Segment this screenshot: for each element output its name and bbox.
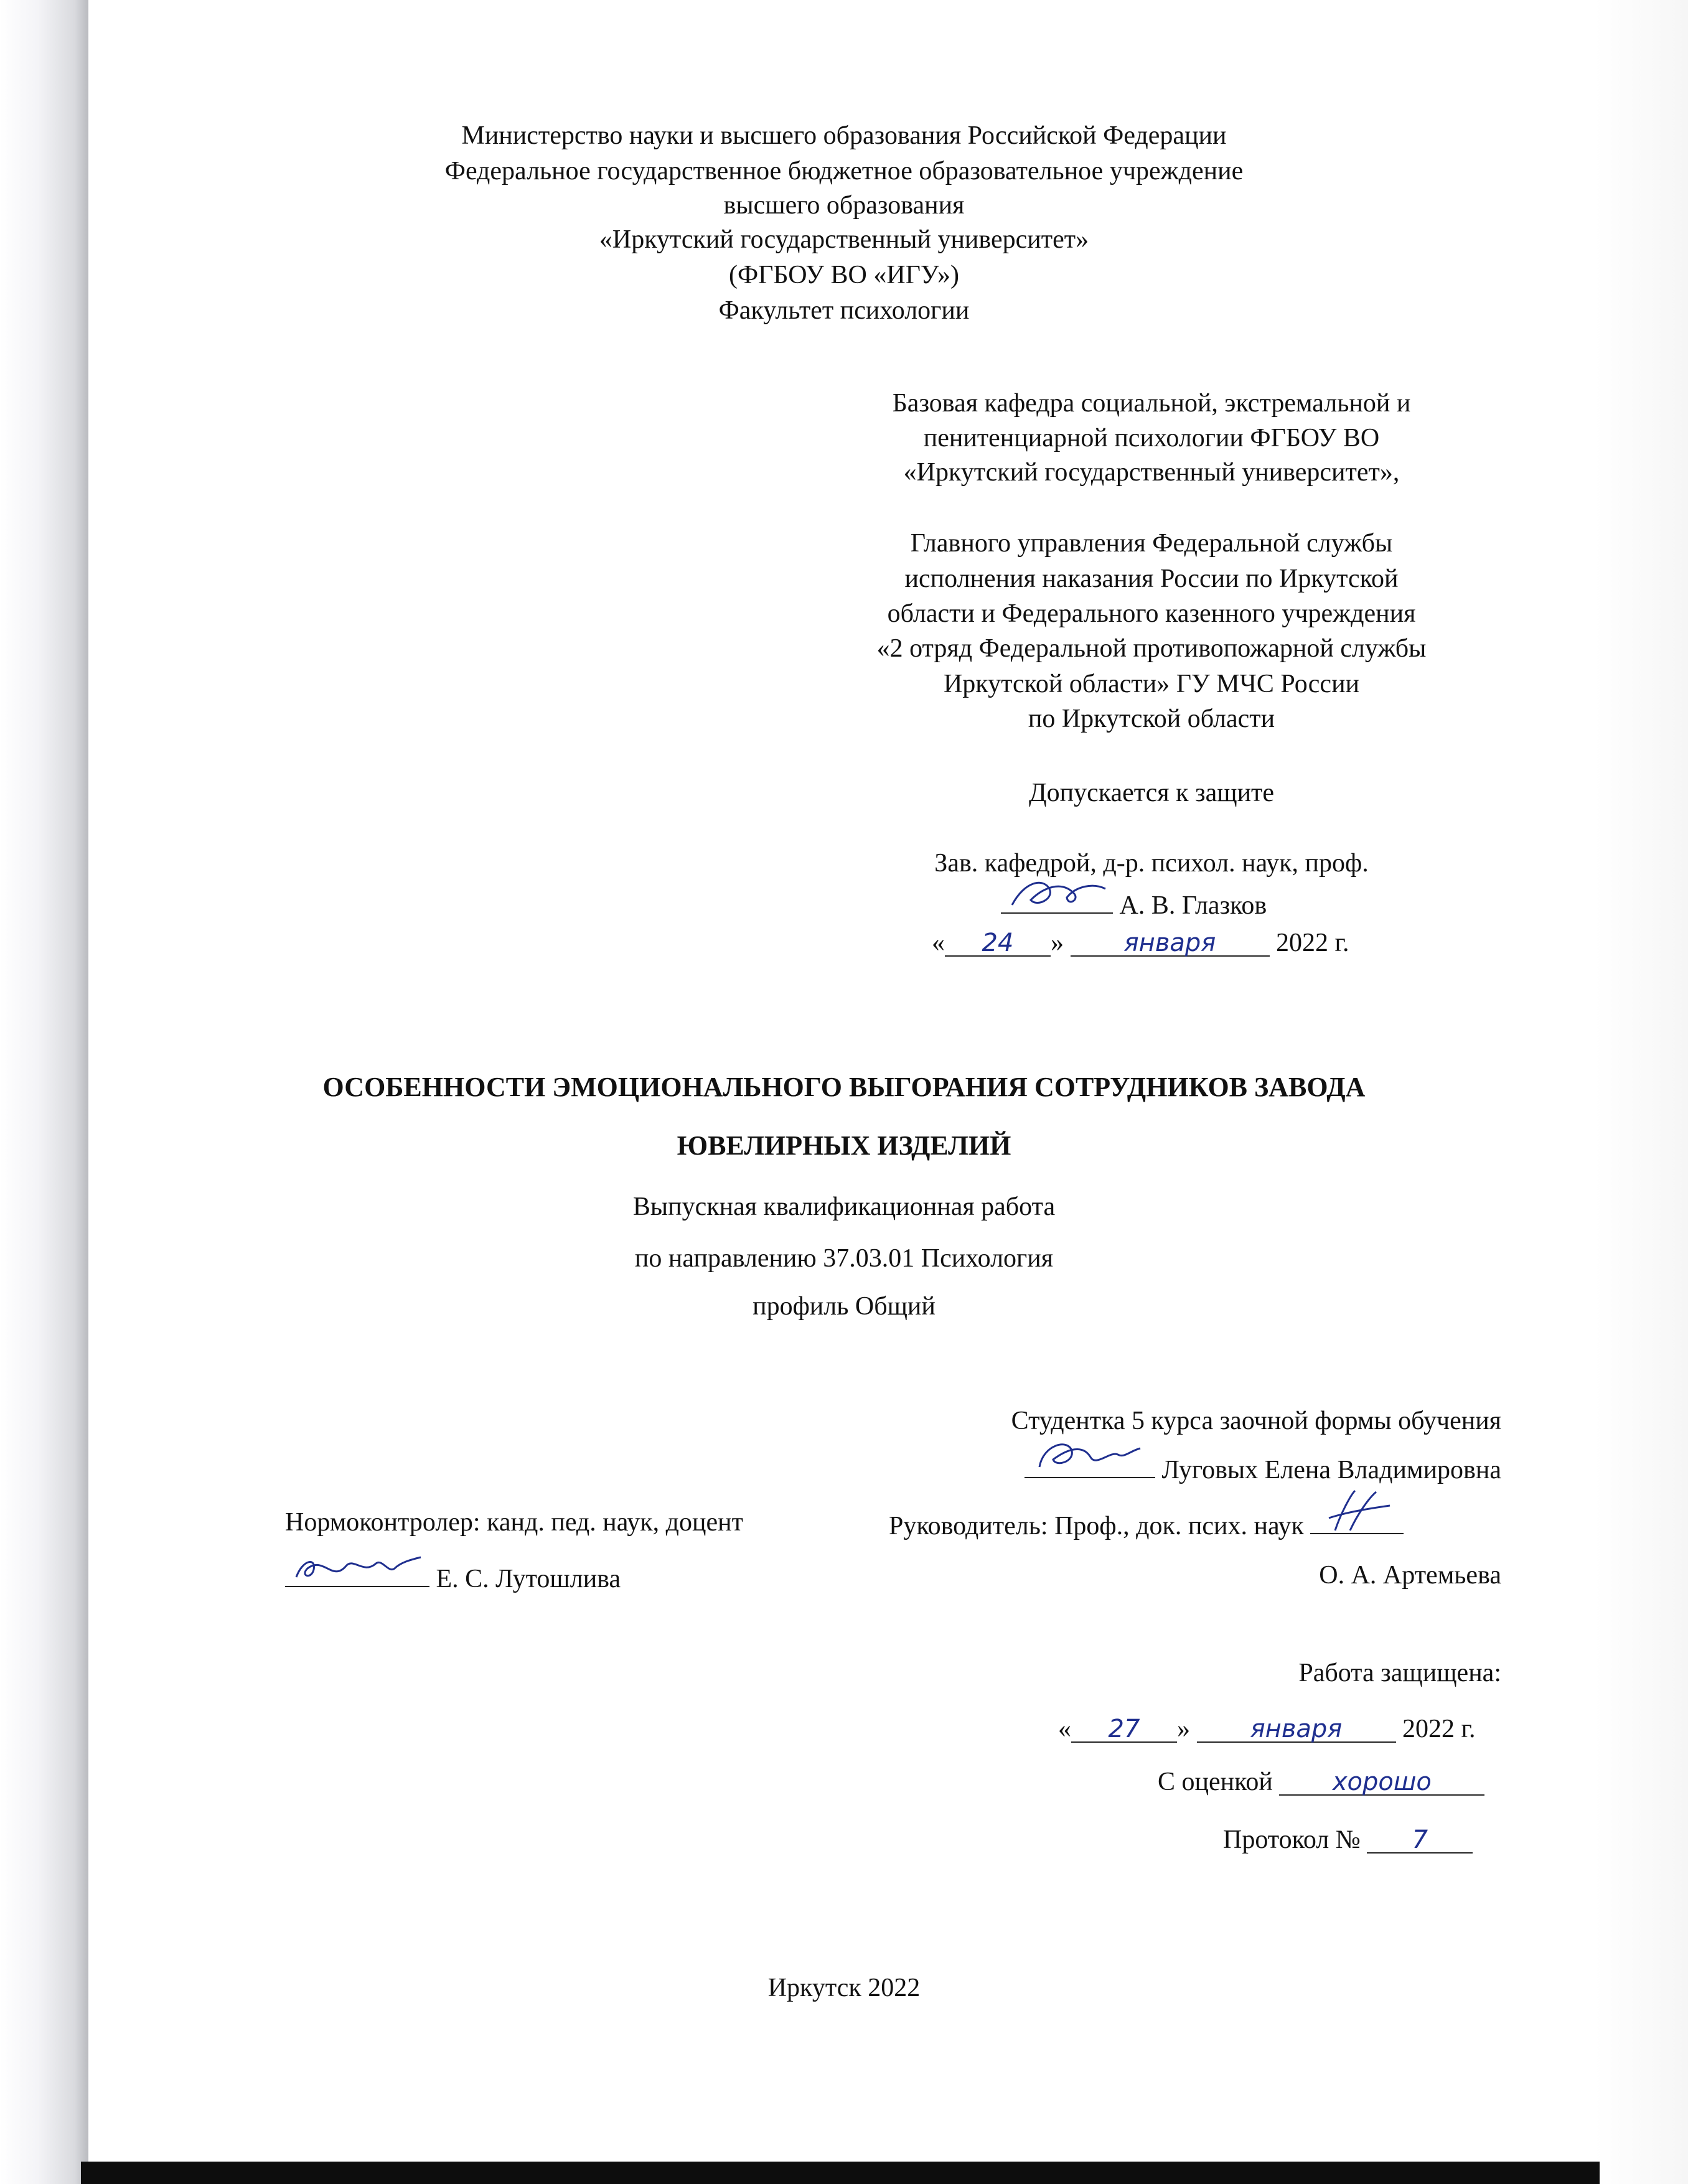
defense-year: 2022 г. xyxy=(1402,1715,1476,1743)
normcontrol-signature-line xyxy=(285,1562,621,1592)
department-line: Иркутской области» ГУ МЧС России xyxy=(943,670,1360,698)
thesis-title-line-2: ЮВЕЛИРНЫХ ИЗДЕЛИЙ xyxy=(677,1130,1011,1161)
defense-date: « 27 » января 2022 г. xyxy=(1058,1715,1476,1743)
thesis-title-line-1: ОСОБЕННОСТИ ЭМОЦИОНАЛЬНОГО ВЫГОРАНИЯ СОТРУДНИКОВ ЗАВОДА xyxy=(322,1072,1366,1102)
department-line: по Иркутской области xyxy=(1028,705,1275,733)
protocol-label: Протокол № xyxy=(1223,1825,1361,1854)
student-signature xyxy=(1031,1432,1149,1478)
department-line: области и Федерального казенного учреждения xyxy=(887,599,1416,628)
defense-grade-row xyxy=(1158,1769,1484,1796)
grade-label: С оценкой xyxy=(1158,1768,1273,1796)
supervisor-label: Руководитель: Проф., док. псих. наук xyxy=(889,1512,1304,1540)
defense-label: Работа защищена: xyxy=(1298,1659,1501,1687)
grade-value: хорошо xyxy=(1279,1769,1484,1796)
department-line: Базовая кафедра социальной, экстремальной и xyxy=(892,389,1411,418)
protocol-number: 7 xyxy=(1367,1827,1473,1854)
head-position: Зав. кафедрой, д-р. психол. наук, проф. xyxy=(934,849,1369,878)
student-name: Луговых Елена Владимировна xyxy=(1161,1456,1501,1484)
work-profile: профиль Общий xyxy=(753,1292,935,1321)
department-line: исполнения наказания России по Иркутской xyxy=(904,565,1399,593)
protocol-row xyxy=(1223,1827,1473,1854)
department-line: пенитенциарной психологии ФГБОУ ВО xyxy=(923,424,1380,452)
head-signature xyxy=(1006,875,1112,915)
department-line: Главного управления Федеральной службы xyxy=(910,529,1393,558)
scanner-edge-bottom xyxy=(81,2162,1600,2184)
admission-month: января xyxy=(1071,930,1270,957)
admission-label: Допускается к защите xyxy=(1028,779,1275,807)
normcontrol-signature xyxy=(289,1545,426,1588)
student-signature-line xyxy=(747,1453,1501,1483)
supervisor-row xyxy=(889,1509,1404,1539)
department-line: «Иркутский государственный университет», xyxy=(903,458,1400,487)
header-line: «Иркутский государственный университет» xyxy=(599,225,1089,254)
department-line: «2 отряд Федеральной противопожарной службы xyxy=(876,634,1427,663)
admission-day: 24 xyxy=(945,930,1051,957)
supervisor-name: О. А. Артемьева xyxy=(1319,1561,1501,1590)
admission-date: « 24 » января 2022 г. xyxy=(932,929,1349,957)
normcontrol-label: Нормоконтролер: канд. пед. наук, доцент xyxy=(285,1508,744,1537)
header-line: Федеральное государственное бюджетное образовательное учреждение xyxy=(444,157,1244,185)
header-line: Факультет психологии xyxy=(718,296,970,325)
defense-month: января xyxy=(1197,1717,1396,1743)
head-name: А. В. Глазков xyxy=(1119,891,1267,920)
work-type: Выпускная квалификационная работа xyxy=(632,1193,1056,1221)
header-line: (ФГБОУ ВО «ИГУ») xyxy=(728,261,960,289)
student-role: Студентка 5 курса заочной формы обучения xyxy=(1011,1407,1501,1435)
admission-year: 2022 г. xyxy=(1276,929,1349,957)
head-signature-line xyxy=(1001,889,1267,919)
header-line: высшего образования xyxy=(723,191,965,220)
normcontrol-name: Е. С. Лутошлива xyxy=(436,1565,621,1593)
supervisor-signature xyxy=(1316,1487,1397,1537)
defense-day: 27 xyxy=(1071,1717,1177,1743)
work-direction: по направлению 37.03.01 Психология xyxy=(634,1244,1054,1273)
header-line: Министерство науки и высшего образования Российской Федерации xyxy=(461,121,1227,150)
city-year: Иркутск 2022 xyxy=(767,1974,921,2002)
